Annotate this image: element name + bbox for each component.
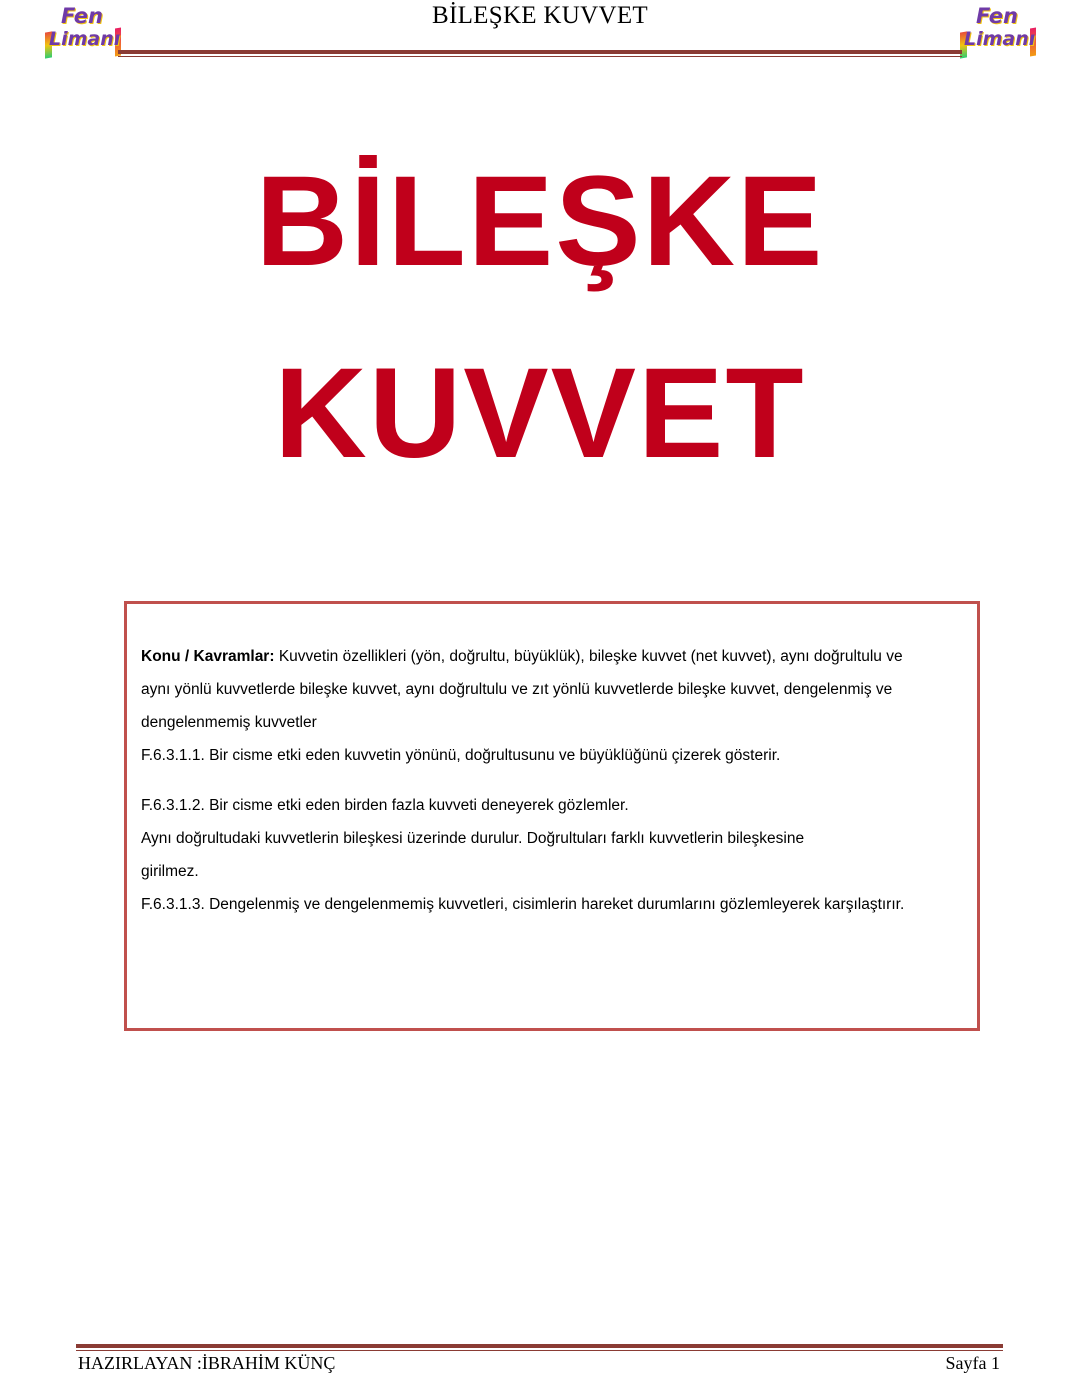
topics-text: dengelenmemiş kuvvetler — [141, 714, 317, 731]
fen-limani-logo-right — [960, 2, 1036, 60]
logo-text-fen: Fen — [976, 4, 1018, 28]
logo-text-liman: Limanı — [49, 28, 121, 50]
topics-text: Kuvvetin özellikleri (yön, doğrultu, büyüklük), bileşke kuvvet (net kuvvet), aynı doğrultulu ve — [274, 648, 903, 665]
header-title: BİLEŞKE KUVVET — [432, 2, 648, 29]
header-divider-thin — [118, 56, 962, 57]
topics-paragraph — [141, 640, 977, 673]
objective-note: Aynı doğrultudaki kuvvetlerin bileşkesi üzerinde durulur. Doğrultuları farklı kuvvetlerin bileşkesine — [141, 830, 805, 847]
objective-f6312: F.6.3.1.2. Bir cisme etki eden birden fazla kuvveti deneyerek gözlemler. — [141, 797, 629, 814]
header-divider — [118, 50, 962, 54]
objective-note: girilmez. — [141, 863, 199, 880]
objective-f6313: F.6.3.1.3. Dengelenmiş ve dengelenmemiş kuvvetleri, cisimlerin hareket durumlarını gözlemleyerek karşılaştırır. — [141, 896, 905, 913]
footer-divider — [76, 1344, 1003, 1348]
footer-page-number: Sayfa 1 — [945, 1353, 1000, 1373]
footer-author: HAZIRLAYAN :İBRAHİM KÜNÇ — [78, 1353, 336, 1373]
topics-content — [141, 640, 977, 921]
footer-divider-thin — [76, 1350, 1003, 1351]
objective-f6311: F.6.3.1.1. Bir cisme etki eden kuvvetin yönünü, doğrultusunu ve büyüklüğünü çizerek gösterir. — [141, 747, 781, 764]
main-title-line2: KUVVET — [274, 342, 806, 485]
topics-label: Konu / Kavramlar: — [141, 648, 275, 665]
logo-text-liman: Limanı — [964, 28, 1036, 50]
logo-text-fen: Fen — [61, 4, 103, 28]
topics-text: aynı yönlü kuvvetlerde bileşke kuvvet, aynı doğrultulu ve zıt yönlü kuvvetlerde bileşke kuvvet, dengelenmiş ve — [141, 681, 893, 698]
main-title-line1: BİLEŞKE — [255, 150, 825, 293]
topics-box — [124, 601, 980, 1031]
